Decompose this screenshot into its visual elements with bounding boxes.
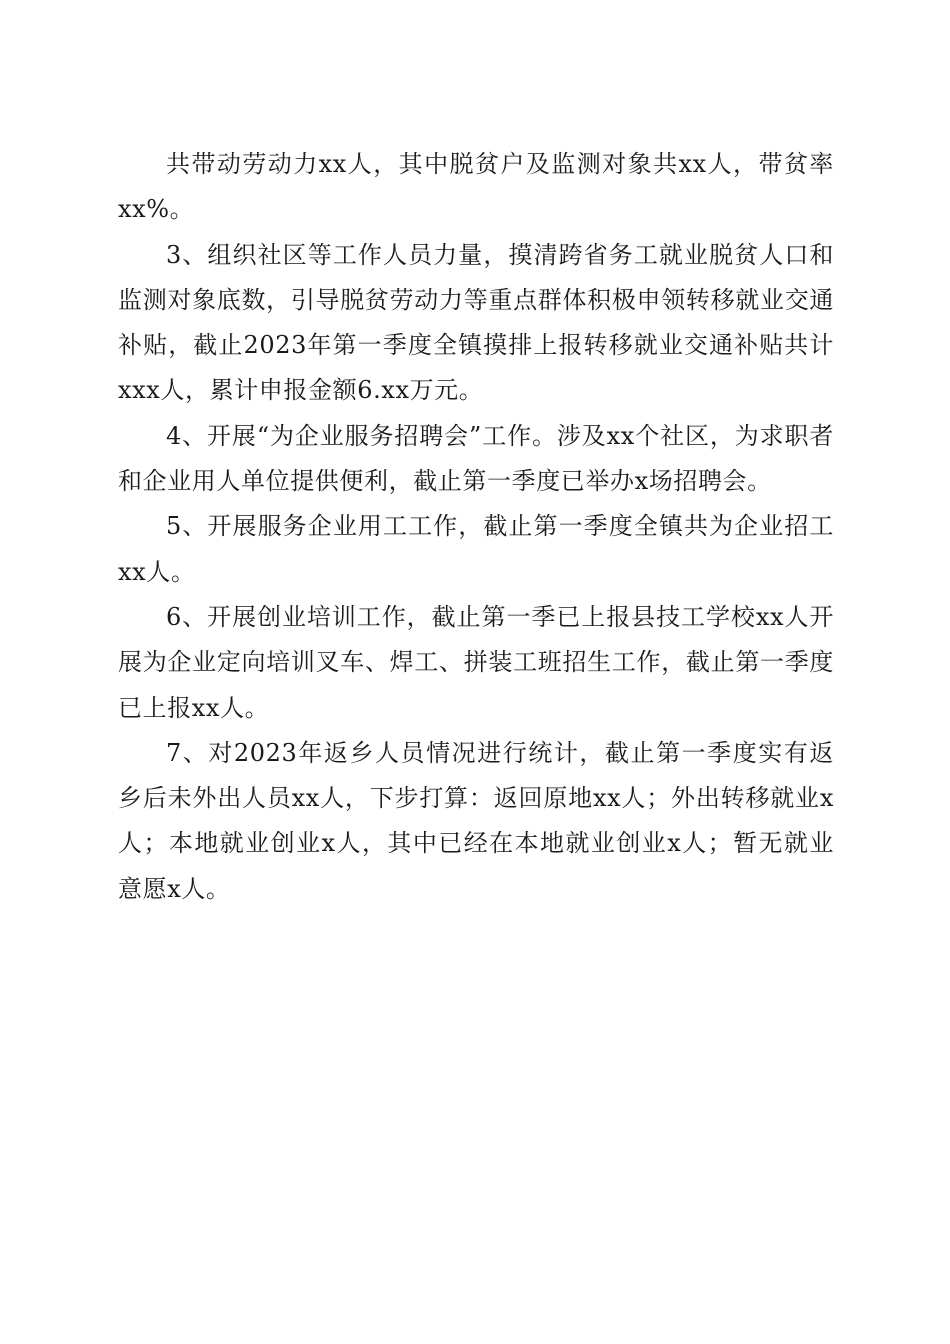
paragraph-labor-driven: 共带动劳动力xx人，其中脱贫户及监测对象共xx人，带贫率xx%。 bbox=[118, 150, 834, 224]
document-body bbox=[118, 142, 834, 912]
paragraph-item-7-returnee-statistics: 7、对2023年返乡人员情况进行统计，截止第一季度实有返乡后未外出人员xx人，下步打算：返回原地xx人；外出转移就业x人；本地就业创业x人，其中已经在本地就业创业x人；暂无就业意愿x人。 bbox=[118, 738, 834, 903]
paragraph-item-3-transport-subsidy: 3、组织社区等工作人员力量，摸清跨省务工就业脱贫人口和监测对象底数，引导脱贫劳动力等重点群体积极申领转移就业交通补贴，截止2023年第一季度全镇摸排上报转移就业交通补贴共计xxx人，累计申报金额6.xx万元。 bbox=[118, 240, 834, 405]
paragraph-item-6-entrepreneur-training: 6、开展创业培训工作，截止第一季已上报县技工学校xx人开展为企业定向培训叉车、焊工、拼装工班招生工作，截止第一季度已上报xx人。 bbox=[118, 602, 834, 722]
paragraph-item-5-enterprise-hiring: 5、开展服务企业用工工作，截止第一季度全镇共为企业招工xx人。 bbox=[118, 512, 834, 586]
paragraph-item-4-job-fair: 4、开展“为企业服务招聘会”工作。涉及xx个社区，为求职者和企业用人单位提供便利，截止第一季度已举办x场招聘会。 bbox=[118, 421, 834, 496]
